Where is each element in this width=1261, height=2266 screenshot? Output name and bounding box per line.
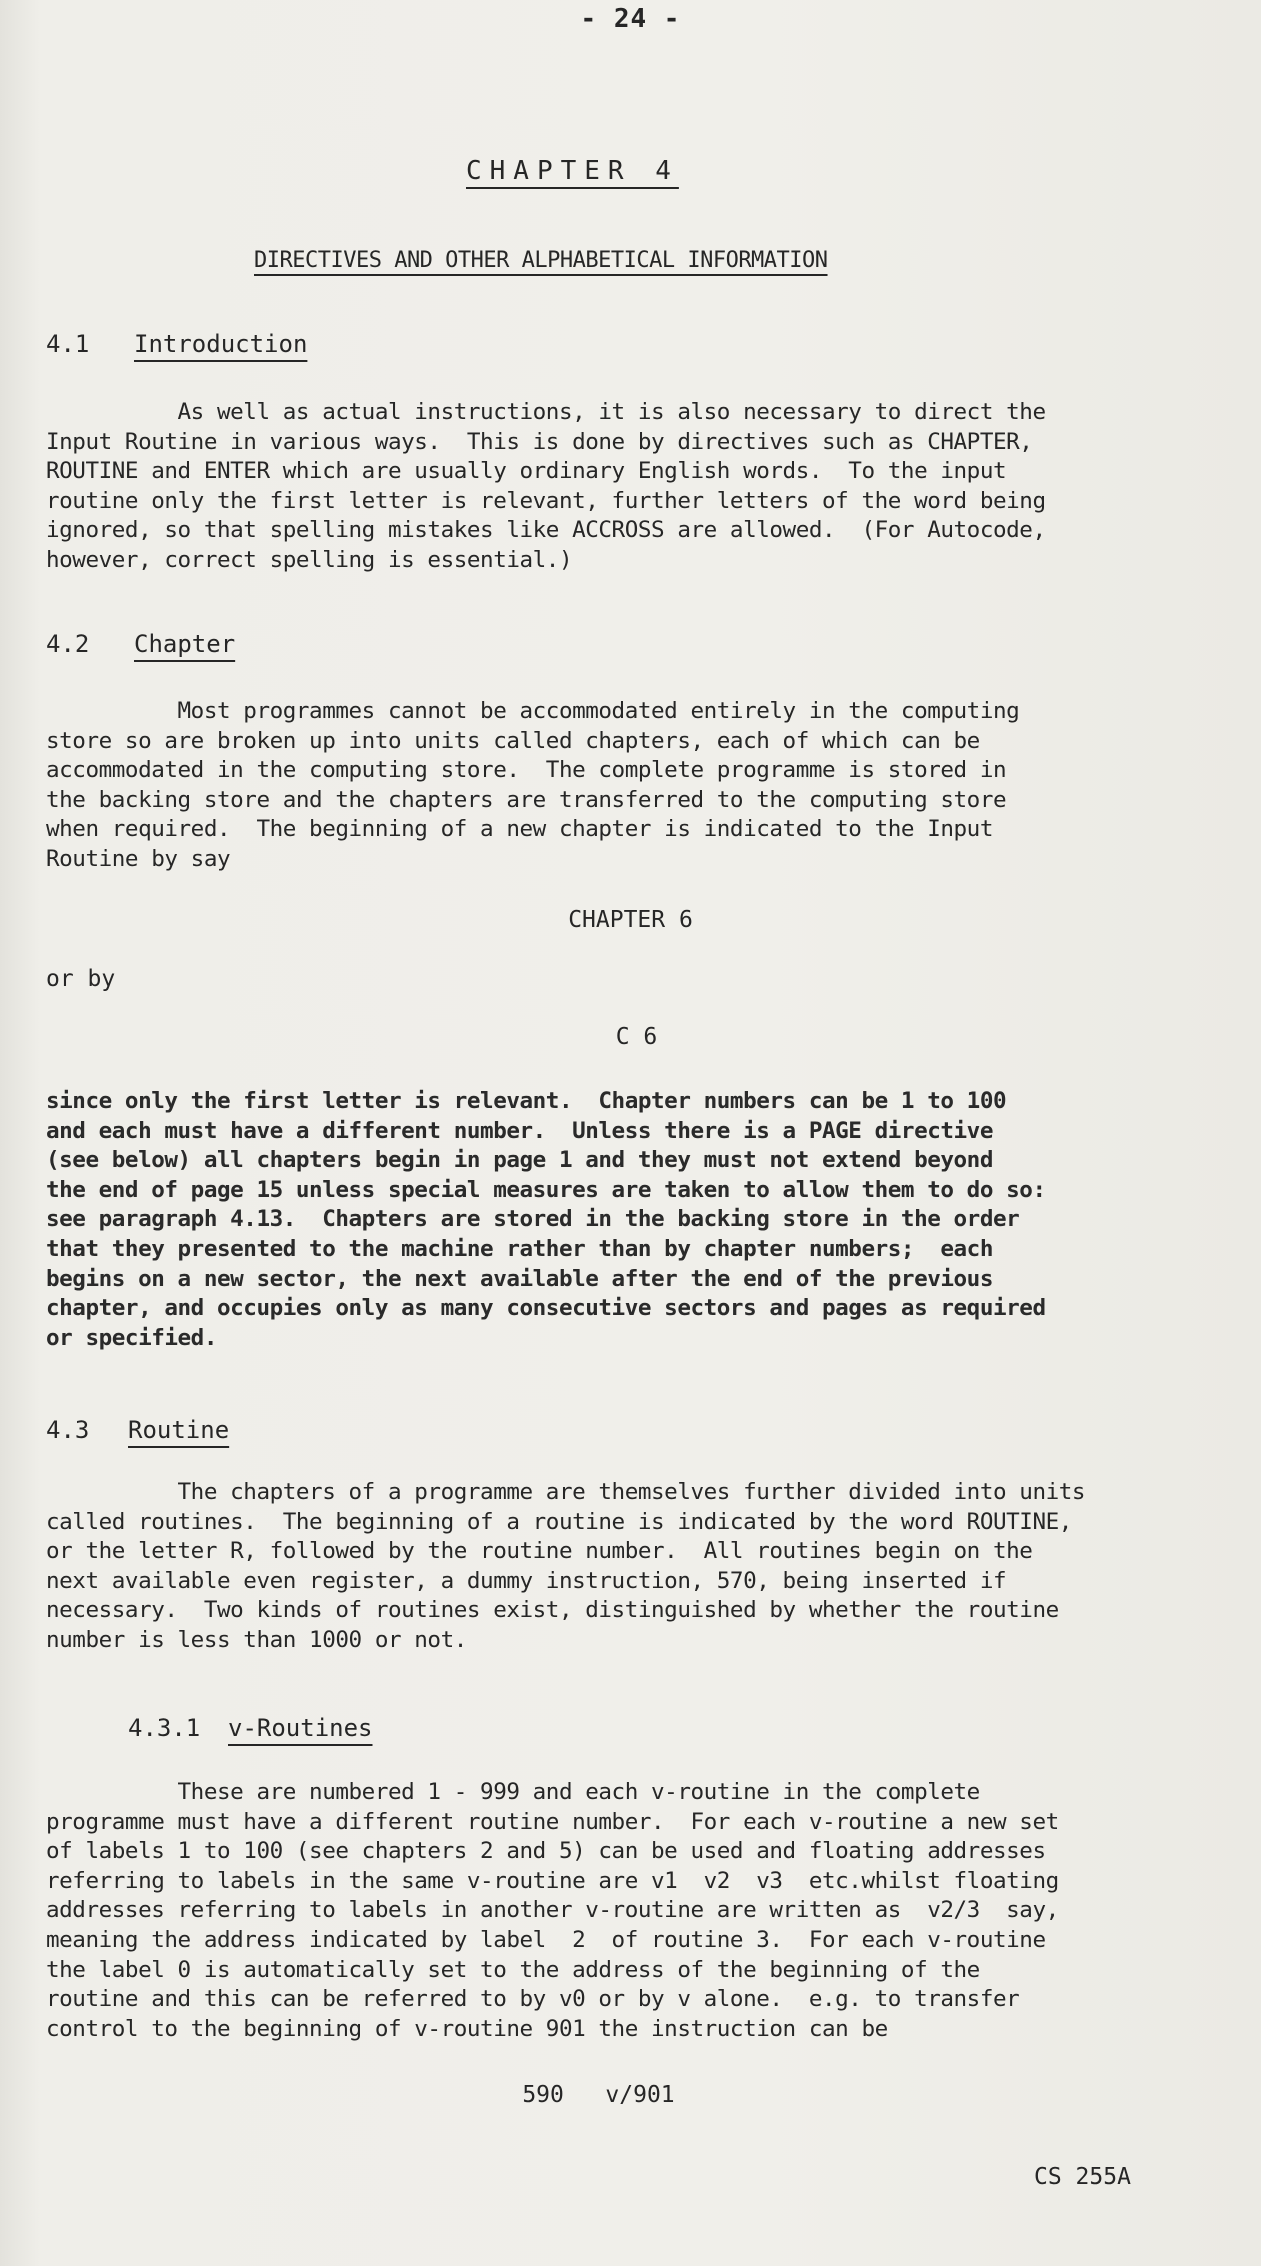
- chapter-paragraph-2: since only the first letter is relevant. Chapter numbers can be 1 to 100 and each must have a different number. Unless there is a PAGE directive (see below) all chapters begin in page 1 and they must not extend beyond the end of page 15 unless special measures are taken to allow them to do so: see paragraph 4.13. Chapters are stored in the backing store in the order that they presented to the machine rather than by chapter numbers; each begins on a new sector, the next available after the end of the previous chapter, and occupies only as many consecutive sectors and pages as required or specified.: [46, 1088, 1046, 1351]
- or-by-text: or by: [46, 966, 116, 992]
- section-number: 4.3: [46, 1416, 90, 1444]
- section-title: Chapter: [134, 630, 236, 658]
- section-number: 4.1: [46, 330, 90, 358]
- chapter-example-1: CHAPTER 6: [568, 907, 693, 933]
- section-title: v-Routines: [228, 1714, 373, 1742]
- section-heading-4-3: [46, 1416, 229, 1444]
- section-number: 4.2: [46, 630, 90, 658]
- chapter-example-2: C 6: [615, 1024, 658, 1050]
- section-heading-4-3-1: [128, 1714, 373, 1742]
- chapter-subtitle: DIRECTIVES AND OTHER ALPHABETICAL INFORMATION: [254, 248, 828, 273]
- chapter-heading: CHAPTER 4: [466, 156, 679, 186]
- document-code: CS 255A: [1034, 2164, 1131, 2190]
- page-number: - 24 -: [580, 4, 681, 34]
- v-routine-example: 590 v/901: [522, 2082, 675, 2108]
- section-number: 4.3.1: [128, 1714, 201, 1742]
- section-title: Introduction: [134, 330, 308, 358]
- section-title: Routine: [128, 1416, 230, 1444]
- introduction-paragraph: As well as actual instructions, it is also necessary to direct the Input Routine in various ways. This is done by directives such as CHAPTER, ROUTINE and ENTER which are usually ordinary English words. To the input routine only the first letter is relevant, further letters of the word being ignored, so that spelling mistakes like ACCROSS are allowed. (For Autocode, however, correct spelling is essential.): [46, 399, 1046, 573]
- chapter-paragraph-1: Most programmes cannot be accommodated entirely in the computing store so are broken up into units called chapters, each of which can be accommodated in the computing store. The complete programme is stored in the backing store and the chapters are transferred to the computing store when required. The beginning of a new chapter is indicated to the Input Routine by say: [46, 698, 1020, 872]
- v-routines-paragraph: These are numbered 1 - 999 and each v-routine in the complete programme must have a different routine number. For each v-routine a new set of labels 1 to 100 (see chapters 2 and 5) can be used and floating addresses referring to labels in the same v-routine are v1 v2 v3 etc.whilst floating addresses referring to labels in another v-routine are written as v2/3 say, meaning the address indicated by label 2 of routine 3. For each v-routine the label 0 is automatically set to the address of the beginning of the routine and this can be referred to by v0 or by v alone. e.g. to transfer control to the beginning of v-routine 901 the instruction can be: [46, 1779, 1059, 2042]
- routine-paragraph: The chapters of a programme are themselves further divided into units called routines. The beginning of a routine is indicated by the word ROUTINE, or the letter R, followed by the routine number. All routines begin on the next available even register, a dummy instruction, 570, being inserted if necessary. Two kinds of routines exist, distinguished by whether the routine number is less than 1000 or not.: [46, 1479, 1086, 1653]
- section-heading-4-1: [46, 330, 307, 358]
- section-heading-4-2: [46, 630, 235, 658]
